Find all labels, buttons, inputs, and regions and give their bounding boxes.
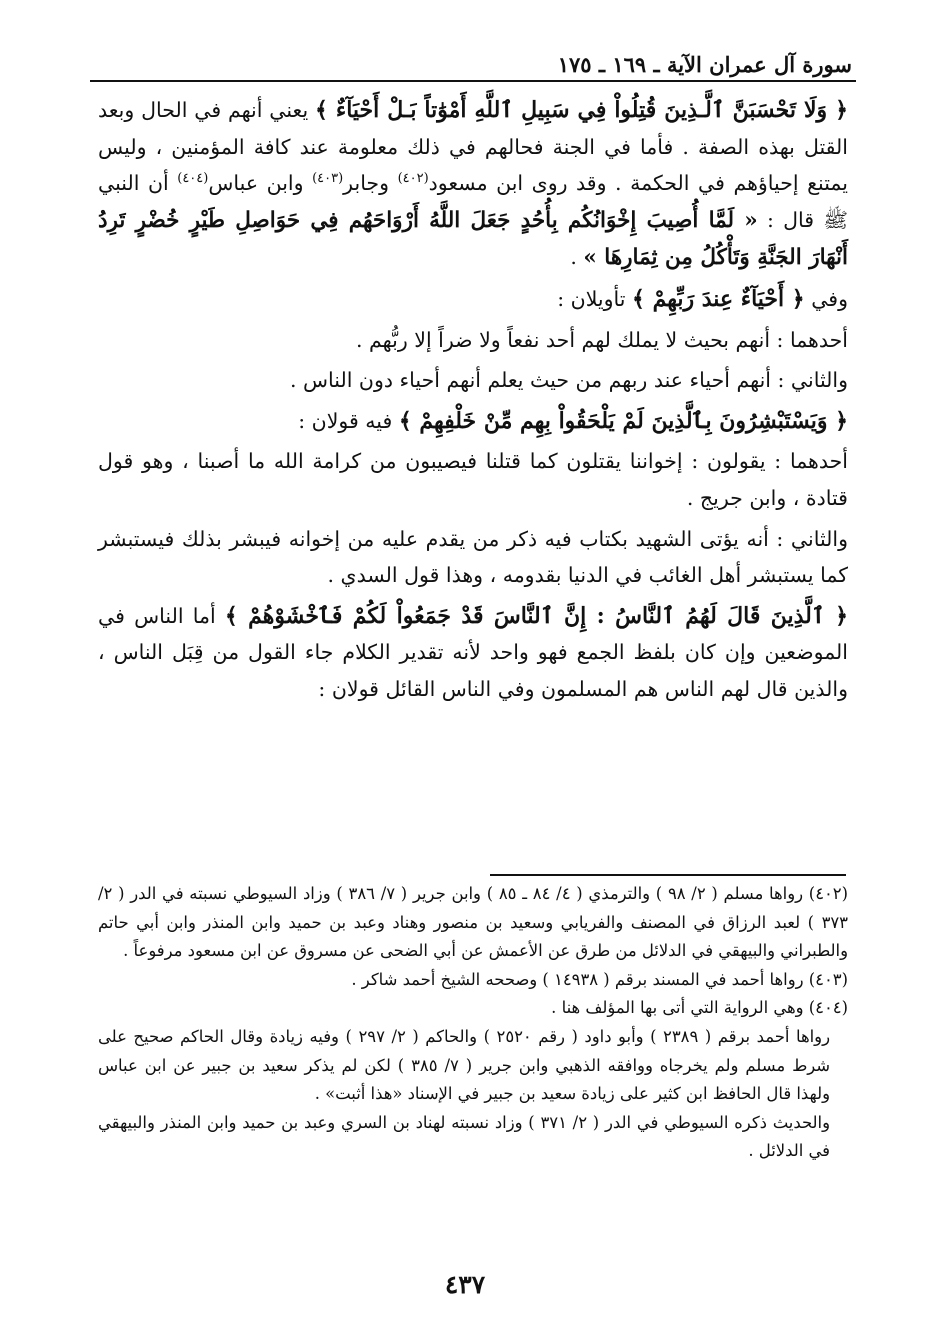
tafsir-text: فيه قولان : xyxy=(298,408,399,433)
footnote-404-detail: رواها أحمد برقم ( ٢٣٨٩ ) وأبو داود ( رقم ٢٥٢٠ ) والحاكم ( ٢/ ٢٩٧ ) وفيه زيادة وقال الحاكم صحيح على شرط مسلم ولم يخرجاه ووافقه الذهبي وابن جرير ( ٧/ ٣٨٥ ) لكن لم يذكر سعيد بن جبير عن ابن عباس ولهذا قال الحافظ ابن كثير على زيادة سعيد بن جبير في الإسناد «هذا أثبت» . xyxy=(98,1026,831,1104)
quran-phrase: ﴿ أَحْيَآءٌ عِندَ رَبِّهِمْ ﴾ xyxy=(632,285,805,312)
tafsir-text: وابن عباس xyxy=(208,171,313,196)
footnote-403: (٤٠٣) رواها أحمد في المسند برقم ( ١٤٩٣٨ ) وصححه الشيخ أحمد شاكر . xyxy=(351,969,848,989)
paragraph-first-opinion: أحدهما : أنهم بحيث لا يملك لهم أحد نفعاً ولا ضراً إلا ربُّهم . xyxy=(356,327,848,352)
footnote-404-detail: والحديث ذكره السيوطي في الدر ( ٢/ ٣٧١ ) وزاد نسبته لهناد بن السري وعبد بن حميد وابن المنذر والبيهقي في الدلائل . xyxy=(98,1112,831,1161)
footnote-ref-404: (٤٠٤) xyxy=(177,171,209,187)
quran-verse-170: ﴿ وَيَسْتَبْشِرُونَ بِٱلَّذِينَ لَمْ يَلْحَقُواْ بِهِم مِّنْ خَلْفِهِمْ ﴾ xyxy=(398,407,848,434)
running-header: سورة آل عمران الآية ـ ١٦٩ ـ ١٧٥ xyxy=(557,52,852,77)
footnote-ref-402: (٤٠٢) xyxy=(397,171,429,187)
tafsir-text: وفي xyxy=(804,286,848,311)
tafsir-text: أن النبي ﷺ قال : xyxy=(98,171,848,232)
paragraph-verse-170 xyxy=(98,403,848,440)
page-number: ٤٣٧ xyxy=(444,1270,486,1299)
tafsir-text: أما الناس في الموضعين وإن كان بلفظ الجمع فهو واحد لأنه تقدير الكلام جاء القول من قِبَل الناس ، والذين قال لهم الناس هم المسلمون وفي الناس القائل قولان : xyxy=(98,603,848,701)
paragraph-verse-169 xyxy=(98,92,848,277)
paragraph-verse-173 xyxy=(98,598,848,708)
footnotes xyxy=(98,880,848,1166)
header-rule xyxy=(90,80,856,82)
tafsir-text: تأويلان : xyxy=(557,286,633,311)
paragraph-first-saying: أحدهما : يقولون : إخواننا يقتلون كما قتلنا فيصيبون من كرامة الله ما أصبنا ، وهو قول قتادة ، وابن جريج . xyxy=(98,449,848,510)
paragraph-two-interpretations xyxy=(98,281,848,318)
footnote-rule xyxy=(490,874,846,876)
paragraph-second-saying: والثاني : أنه يؤتى الشهيد بكتاب فيه ذكر من يقدم عليه من إخوانه فيبشر بذلك فيستبشر كما يستبشر أهل الغائب في الدنيا بقدومه ، وهذا قول السدي . xyxy=(98,526,848,588)
paragraph-second-opinion: والثاني : أنهم أحياء عند ربهم من حيث يعلم أنهم أحياء دون الناس . xyxy=(289,368,848,393)
main-text xyxy=(98,92,848,712)
quran-verse-169: ﴿ وَلَا تَحْسَبَنَّ ٱلَّـذِينَ قُتِلُواْ فِي سَبِيلِ ٱللَّهِ أَمْوَٰتاً بَـلْ أَحْيَآءٌ ﴾ xyxy=(314,97,848,123)
tafsir-text: . xyxy=(570,245,584,270)
footnote-404: (٤٠٤) وهي الرواية التي أتى بها المؤلف هنا . xyxy=(551,998,848,1018)
tafsir-text: يعني أنهم في الحال وبعد القتل بهذه الصفة . فأما في الجنة فحالهم في ذلك معلومة عند كافة المؤمنين ، وليس يمتنع إحياؤهم في الحكمة . وقد روى ابن مسعود xyxy=(98,98,848,196)
footnote-402: (٤٠٢) رواها مسلم ( ٢/ ٩٨ ) والترمذي ( ٤/ ٨٤ ـ ٨٥ ) وابن جرير ( ٧/ ٣٨٦ ) وزاد السيوطي نسبته في الدر ( ٢/ ٣٧٣ ) لعبد الرزاق في المصنف والفريابي وسعيد بن منصور وهناد وعبد بن حميد وابن المنذر وابن أبي حاتم والطبراني والبيهقي في الدلائل من طرق عن الأعمش عن أبي الضحى عن مسروق عن ابن مسعود مرفوعاً . xyxy=(98,884,849,961)
tafsir-text: وجابر xyxy=(343,171,398,196)
footnote-ref-403: (٤٠٣) xyxy=(312,171,344,187)
quran-verse-173: ﴿ ٱلَّذِينَ قَالَ لَهُمُ ٱلنَّاسُ : إِنَّ ٱلنَّاسَ قَدْ جَمَعُواْ لَكُمْ فَٱخْشَوْهُمْ ﴾ xyxy=(224,602,848,629)
hadith-quote: « لَمَّا أُصِيبَ إِخْوَانُكُم بِأُحُدٍ جَعَلَ اللَّهُ أَرْوَاحَهُم فِي حَوَاصِلِ طَيْرٍ خُضْرٍ تَرِدُ أَنْهَارَ الجَنَّةِ وَتَأْكُلُ مِن ثِمَارِهَا » xyxy=(98,207,848,271)
